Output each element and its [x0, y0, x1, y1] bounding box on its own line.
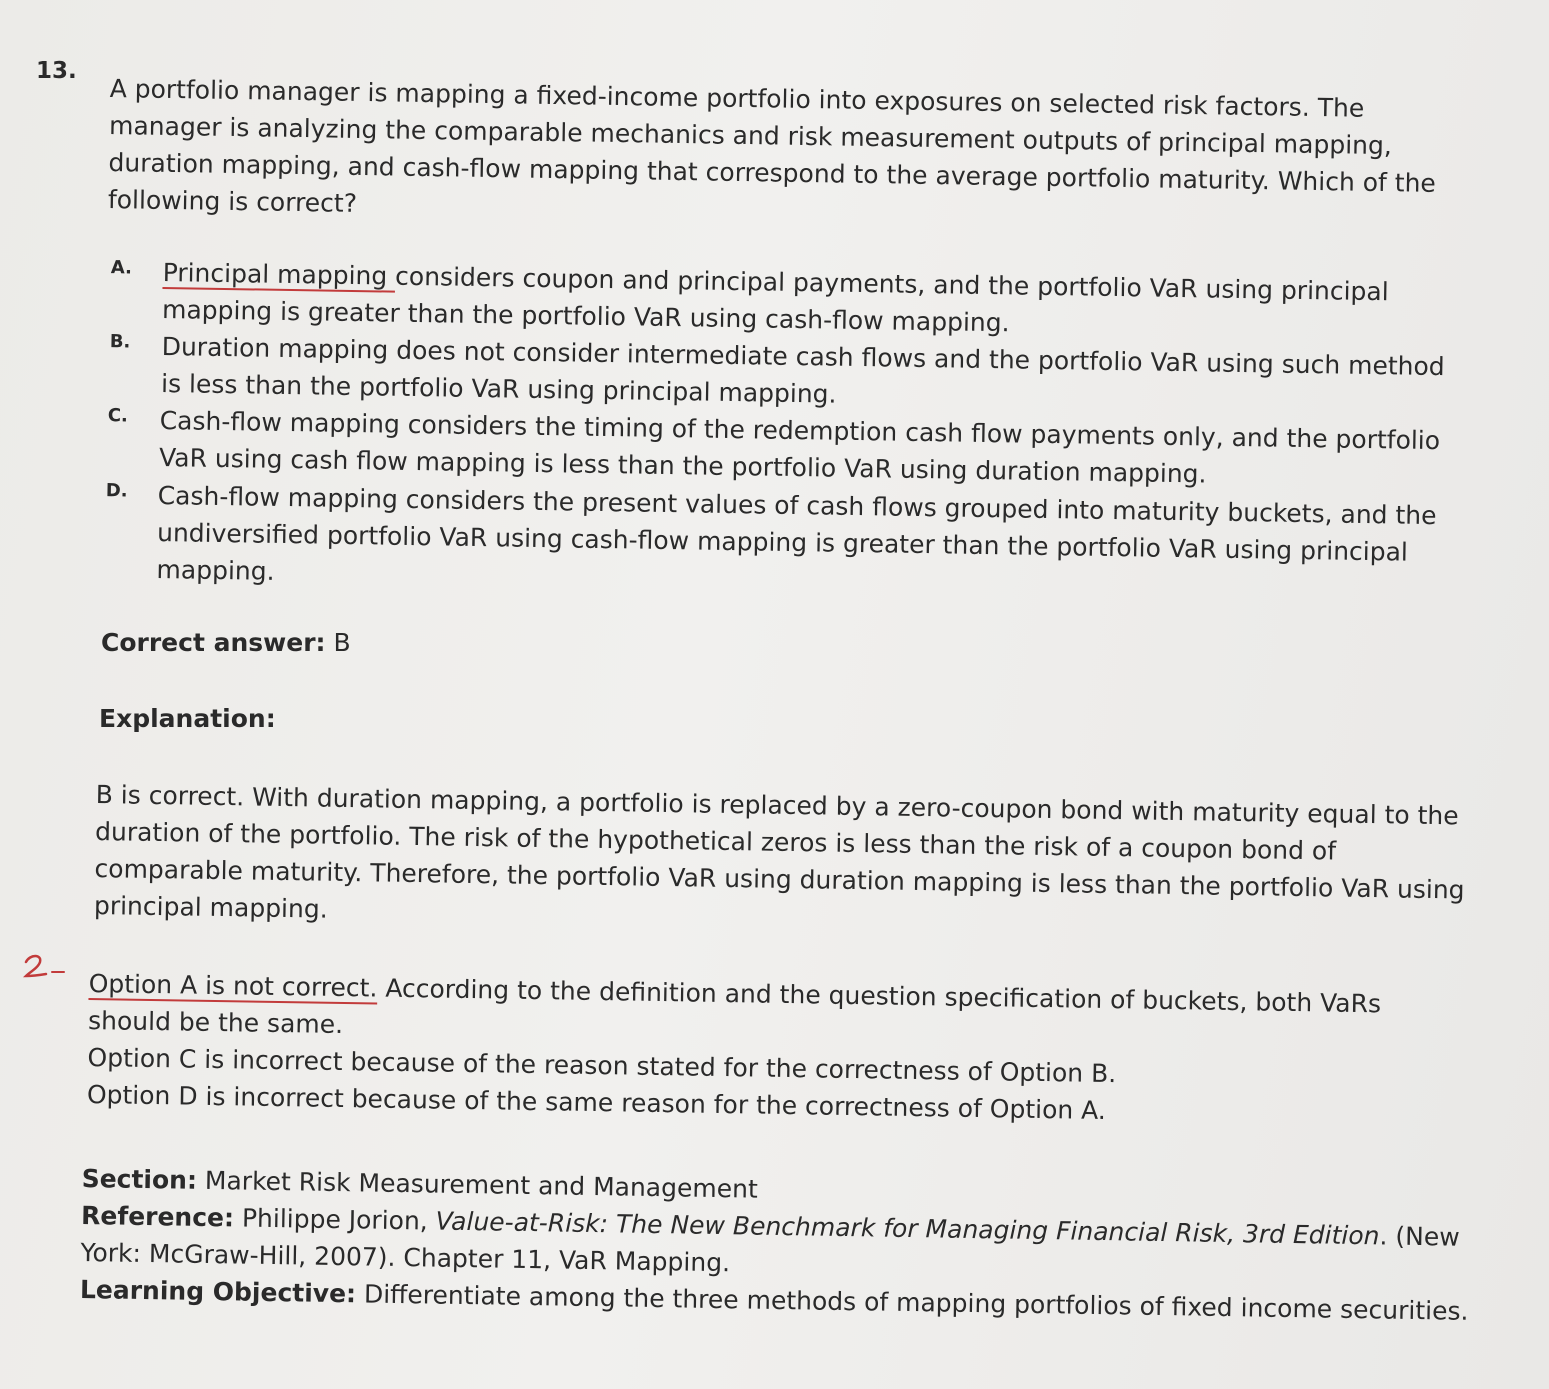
option-d-letter: D.: [105, 480, 128, 502]
option-a-underlined-text: Principal mapping: [162, 257, 396, 291]
other-options-explanation: [87, 965, 1429, 1134]
question-metadata: [80, 1160, 1472, 1330]
option-c-letter: C.: [107, 405, 129, 427]
reference-title: Value-at-Risk: The New Benchmark for Managing Financial Risk, 3rd Edition: [435, 1206, 1380, 1251]
handwritten-2-mark: [18, 948, 98, 998]
option-c-explanation: Option C is incorrect because of the reason stated for the correctness of Option B.: [87, 1042, 1117, 1089]
option-a-explanation-underlined: Option A is not correct.: [88, 968, 378, 1003]
reference-author: Philippe Jorion,: [233, 1203, 436, 1236]
explanation-heading: Explanation:: [99, 704, 276, 733]
question-number: 13.: [36, 58, 77, 84]
option-a-text: considers coupon and principal payments, and the portfolio VaR using principal mapping is greater than the portfolio VaR using cash-flow mapping.: [161, 261, 1389, 338]
correct-answer-value: B: [333, 628, 351, 657]
option-a-letter: A.: [110, 257, 133, 279]
option-d-explanation: Option D is incorrect because of the same reason for the correctness of Option A.: [86, 1079, 1107, 1125]
explanation-text: B is correct. With duration mapping, a portfolio is replaced by a zero-coupon bond with maturity equal to the duration of the portfolio. The risk of the hypothetical zeros is less than the risk of a coupon bond of comparable maturity. Therefore, the portfolio VaR using duration mapping is less than the portfolio VaR using principal mapping.: [93, 779, 1465, 924]
correct-answer: [101, 624, 351, 661]
section-value: Market Risk Measurement and Management: [196, 1165, 758, 1204]
option-d-text: Cash-flow mapping considers the present values of cash flows grouped into maturity buckets, and the undiversified portfolio VaR using cash-flow mapping is greater than the portfolio VaR using principal mapping.: [156, 480, 1437, 586]
option-b-letter: B.: [109, 331, 131, 353]
correct-answer-label: Correct answer:: [101, 628, 326, 657]
section-label: Section:: [81, 1163, 198, 1195]
learning-objective-value: Differentiate among the three methods of mapping portfolios of fixed income securities.: [355, 1279, 1469, 1326]
reference-label: Reference:: [80, 1200, 235, 1233]
option-b-text: Duration mapping does not consider intermediate cash flows and the portfolio VaR using such method is less than the portfolio VaR using principal mapping.: [160, 331, 1445, 409]
option-d: [105, 477, 1458, 608]
option-a-explanation-rest: According to the definition and the question specification of buckets, both VaRs should be the same.: [87, 973, 1382, 1039]
reference-rest: . (New York: McGraw-Hill, 2007). Chapter 11, VaR Mapping.: [80, 1221, 1460, 1278]
question-stem: A portfolio manager is mapping a fixed-income portfolio into exposures on selected risk factors. The manager is analyzing the comparable mechanics and risk measurement outputs of principal mapping, duration mapping, and cash-flow mapping that correspond to the average portfolio maturity. Which of the following is correct?: [107, 73, 1437, 218]
option-c-text: Cash-flow mapping considers the timing of the redemption cash flow payments only, and the portfolio VaR using cash flow mapping is less than the portfolio VaR using duration mapping.: [158, 405, 1441, 489]
learning-objective-label: Learning Objective:: [79, 1274, 357, 1309]
